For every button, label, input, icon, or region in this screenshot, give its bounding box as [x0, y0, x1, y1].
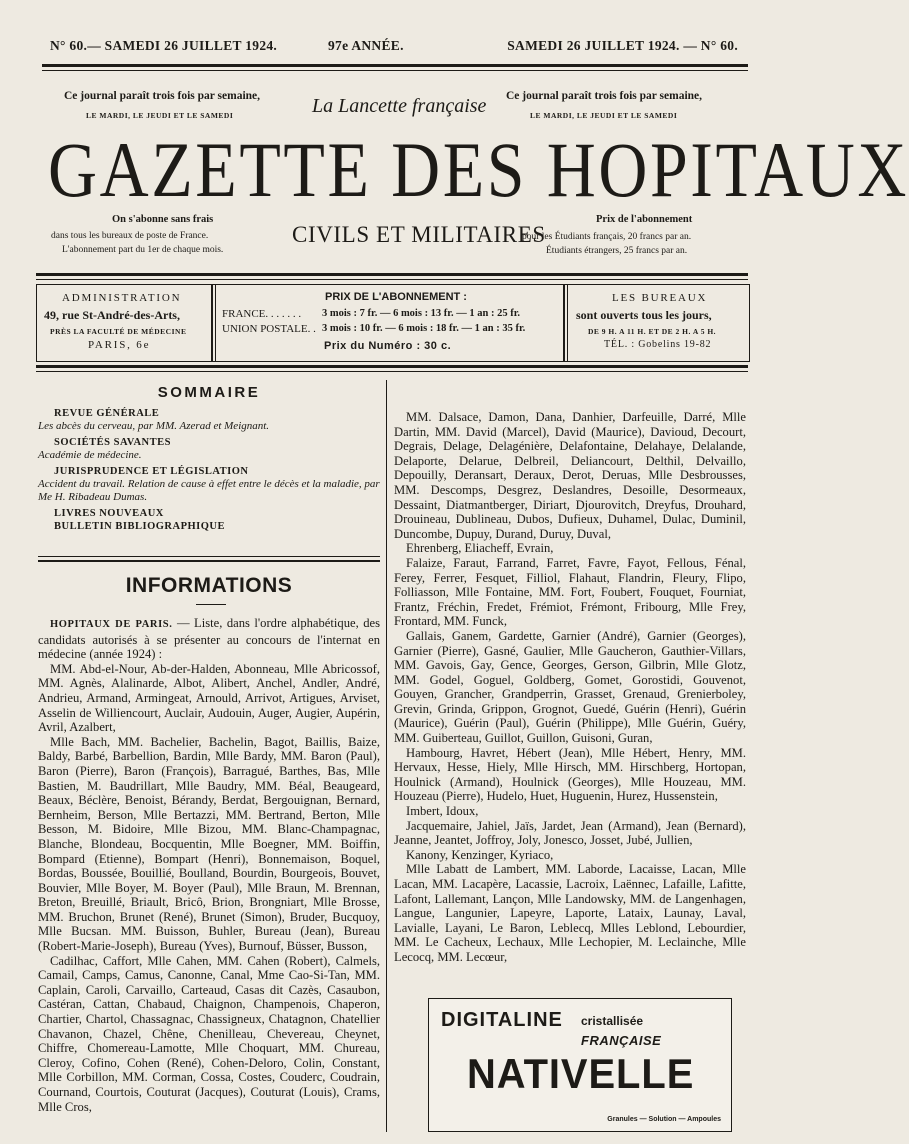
informations-intro	[38, 616, 380, 662]
header-rule	[36, 273, 748, 276]
offices-hours: DE 9 H. A 11 H. ET DE 2 H. A 5 H.	[588, 327, 717, 336]
admin-divider-1	[211, 284, 213, 361]
admin-city: PARIS, 6e	[88, 339, 151, 351]
sommaire-item: REVUE GÉNÉRALE Les abcès du cerveau, par MM. Azerad et Meignant.	[38, 408, 270, 432]
informations-title: INFORMATIONS	[125, 574, 293, 597]
issue-price: Prix du Numéro : 30 c.	[324, 340, 452, 352]
sommaire-rule-2	[38, 560, 380, 562]
header-left-line2: LE MARDI, LE JEUDI ET LE SAMEDI	[86, 111, 234, 120]
admin-address: 49, rue St-André-des-Arts,	[44, 308, 180, 322]
candidates-d: MM. Dalsace, Damon, Dana, Danhier, Darfeuille, Darré, Mlle Dartin, MM. David (Marcel), David (Maurice), Davioud, Decourt, Degrais, Delage, Delagénière, Delafontaine, Delahaye, Delalande, Delaporte, Delarue, Delbreil, Deliancourt, Delthil, Delvaillo, Depouilly, Deransart, Deraux, Derot, Deruas, Mlle Desbrousses, MM. Descomps, Desgrez, Deslandres, Desoille, Desormeaux, Dessaint, Diatmantberger, Diriart, Djourovitch, Dreyfus, Drouhard, Drouineau, Dublineau, Dubos, Dufieux, Duhamel, Dulac, Duminil, Duncombe, Dupuy, Durand, Duruy, Duval,	[394, 410, 746, 541]
admin-divider-2	[563, 284, 565, 361]
rate-union-values: 3 mois : 10 fr. — 6 mois : 18 fr. — 1 an : 35 fr.	[322, 323, 526, 334]
subscribe-line2: dans tous les bureaux de poste de France.	[51, 231, 209, 241]
column-divider	[386, 380, 387, 1132]
sommaire-title: SOMMAIRE	[157, 384, 261, 401]
issue-right: SAMEDI 26 JUILLET 1924. — N° 60.	[507, 38, 738, 53]
candidates-j: Jacquemaire, Jahiel, Jaïs, Jardet, Jean (Armand), Jean (Bernard), Jeanne, Jeantet, Joffroy, Joly, Jonesco, Josset, Jubé, Jullien,	[394, 818, 746, 848]
offices-open: sont ouverts tous les jours,	[576, 308, 712, 322]
box-bottom-rule-thin	[36, 371, 748, 372]
sommaire-list	[38, 407, 380, 533]
candidates-a: MM. Abd-el-Nour, Ab-der-Halden, Abonneau, Mlle Abricossof, MM. Agnès, Alalinarde, Albot, Alibert, Anchel, Andler, André, Andrieu, Armand, Armingeat, Arnould, Arrivot, Artigues, Arviset, Asselin de Williencourt, Auclair, Audouin, Auger, Augier, Aupérin, Avril, Azalbert,	[38, 661, 380, 735]
ad-cristallisee: cristallisée	[581, 1014, 644, 1028]
sommaire-item: BULLETIN BIBLIOGRAPHIQUE	[54, 521, 225, 532]
header-left-line1: Ce journal paraît trois fois par semaine,	[64, 90, 261, 102]
admin-near: PRÈS LA FACULTÉ DE MÉDECINE	[50, 327, 187, 336]
subscribe-line1: On s'abonne sans frais	[112, 214, 214, 225]
candidates-g: Gallais, Ganem, Gardette, Garnier (André), Garnier (Georges), Garnier (Pierre), Gasné, Gaulier, Mlle Gaucheron, Gauthier-Villars, MM. Gavois, Gay, Gence, Georges, Gerson, Gilbrin, Mlle Glotz, MM. Godel, Goguel, Goldberg, Gomet, Gorostidi, Gouvenot, Gouyen, Grancher, Grandperrin, Grasset, Grenaud, Grenierboley, Grevin, Grinda, Grippon, Grognot, Guedé, Guérin (Henri), Guérin (Maurice), Guérin (Paul), Guérin (Philippe), Mlle Guérin, Guéry, MM. Guiberteau, Guillot, Guillon, Guisoni, Guran,	[394, 628, 746, 746]
subscription-title: PRIX DE L'ABONNEMENT :	[325, 291, 467, 303]
price-title: Prix de l'abonnement	[596, 214, 693, 225]
rate-france-values: 3 mois : 7 fr. — 6 mois : 13 fr. — 1 an : 25 fr.	[322, 308, 521, 319]
sommaire	[38, 384, 380, 533]
admin-title: ADMINISTRATION	[62, 292, 182, 304]
informations-intro-lead: HOPITAUX DE PARIS.	[50, 619, 173, 630]
admin-divider-1b	[215, 284, 216, 361]
informations-left-column	[38, 616, 380, 1136]
candidates-i: Imbert, Idoux,	[406, 804, 479, 819]
candidates-k: Kanony, Kenzinger, Kyriaco,	[406, 847, 554, 862]
sommaire-item: LIVRES NOUVEAUX	[54, 508, 164, 519]
ad-francaise: FRANÇAISE	[581, 1033, 662, 1048]
masthead-subtitle: CIVILS ET MILITAIRES	[292, 222, 546, 247]
rate-union-label: UNION POSTALE. .	[222, 323, 316, 335]
informations-intro-text: — Liste, dans l'ordre alphabétique, des candidats autorisés à se présenter au concours de l'internat en médecine (année 1924) :	[38, 616, 380, 662]
informations-right-column	[394, 410, 746, 978]
top-rule	[42, 64, 748, 67]
box-bottom-rule	[36, 365, 748, 368]
candidates-f: Falaize, Faraut, Farrand, Farret, Favre, Fayot, Fellous, Fénal, Ferey, Ferrer, Fesquet, Filliol, Flahaut, Flandrin, Fleury, Flipo, Folliasson, Mlle Fontaine, MM. Fort, Foubert, Fouquet, Fourniat, Frantz, Fréchin, Fredet, Frémiot, Frémont, Fribourg, Mlle Frey, Frontard, MM. Funck,	[394, 555, 746, 629]
offices-phone: TÉL. : Gobelins 19-82	[604, 339, 712, 350]
ad-brand: NATIVELLE	[467, 1050, 695, 1097]
rate-france-label: FRANCE. . . . . . .	[222, 308, 302, 320]
subscribe-line3: L'abonnement part du 1er de chaque mois.	[62, 245, 224, 255]
issue-left: N° 60.— SAMEDI 26 JUILLET 1924.	[50, 38, 278, 53]
sommaire-rule	[38, 556, 380, 557]
candidates-e: Ehrenberg, Eliacheff, Evrain,	[406, 541, 554, 556]
header-rule-thin	[36, 279, 748, 280]
admin-divider-2b	[567, 284, 568, 361]
price-students-fr: pour les Étudiants français, 20 francs par an.	[522, 232, 692, 242]
offices-title: LES BUREAUX	[612, 292, 708, 304]
price-students-foreign: Étudiants étrangers, 25 francs par an.	[546, 246, 688, 256]
sommaire-item: JURISPRUDENCE ET LÉGISLATION Accident du travail. Relation de cause à effet entre le décès et la maladie, par Me H. Ribadeau Dumas.	[38, 466, 380, 503]
candidates-c: Cadilhac, Caffort, Mlle Cahen, MM. Cahen (Robert), Calmels, Camail, Camps, Camus, Canonne, Canal, Mme Cao-Si-Tan, MM. Caplain, Caroli, Carvaillo, Carteaud, Casas dit Cazès, Casaubon, Castéran, Cattan, Chabaud, Chaignon, Champenois, Chaperon, Chartier, Chartol, Chassagnac, Chassigneux, Chatagnon, Chatellier Chavanon, Chazel, Chêne, Chenilleau, Chevereau, Cheynet, Chiffre, Chomereau-Lamotte, Mlle Choquart, MM. Chureau, Cleroy, Cofino, Cohen (René), Cohen-Deloro, Colin, Constant, Mlle Corbillon, MM. Corman, Cossa, Costes, Couderc, Coudrain, Cournand, Courtois, Couturat (Jacques), Couturat (Louis), Crams, Mlle Cros,	[38, 953, 380, 1114]
candidates-b: Mlle Bach, MM. Bachelier, Bachelin, Bagot, Baillis, Baize, Baldy, Barbé, Barbellion, Bardin, Mlle Bardy, MM. Baron (Paul), Baron (Pierre), Baron (François), Barragué, Barthes, Bas, Mlle Bastien, M. Baudrillart, Mlle Baudry, MM. Béal, Beaugeard, Beaux, Béclère, Benoist, Bérandy, Berdat, Bergouignan, Bernard, Bernheim, Berson, Mlle Bertazzi, MM. Bertrand, Berton, Mlle Besson, M. Bidoire, Mlle Bizou, MM. Blanc-Champagnac, Blanche, Blondeau, Bocquentin, Mlle Boegner, MM. Boiffin, Bompard (Etienne), Bompart (Henri), Bonnemaison, Boquel, Bordas, Boussée, Bouillié, Boulland, Bourdin, Bourgeois, Bouvet, Bouvier, Mlle Boyer, M. Boyer (Paul), Mlle Braun, M. Brennan, Breton, Breuillé, Briault, Bricô, Brion, Brongniart, Mlle Brosse, MM. Bruchon, Brunet (René), Brunet (Simon), Bruder, Bucquoy, Mlle Bucsan. MM. Buisson, Buhler, Bureau (Jean), Bureau (Robert-Marie-Joseph), Bureau (Yves), Burnouf, Büsser, Busson,	[38, 734, 380, 954]
informations-ornament	[196, 604, 226, 605]
header-right-line1: Ce journal paraît trois fois par semaine,	[506, 90, 703, 102]
candidates-l: Mlle Labatt de Lambert, MM. Laborde, Lacaisse, Lacan, Mlle Lacan, MM. Lacapère, Lacassie, Lacroix, Laënnec, Lafaille, Lafitte, Lafont, Lallemant, Lançon, Mlle Landowsky, MM. de Langenhagen, Langue, Langunier, Lapeyre, Laporte, Lataix, Launay, Laval, Lavialle, Layani, Le Baron, Leblecq, Mlles Leblond, Lebourdier, MM. Le Cacheux, Lechaux, Mlle Lechopier, M. Leclainche, Mlle Lecocq, MM. Lecœur,	[394, 862, 746, 964]
candidates-h: Hambourg, Havret, Hébert (Jean), Mlle Hébert, Henry, MM. Hervaux, Hesse, Hiely, Mlle Hirsch, MM. Hirschberg, Hortopan, Houlnick (Armand), Houlnick (Georges), Mlle Houzeau, MM. Houzeau (Pierre), Hudelo, Huet, Huguenin, Hurez, Hussenstein,	[394, 745, 746, 804]
header-lancette: La Lancette française	[312, 95, 487, 117]
top-rule-thin	[42, 70, 748, 71]
sommaire-item: SOCIÉTÉS SAVANTES Académie de médecine.	[38, 437, 171, 461]
header-right-line2: LE MARDI, LE JEUDI ET LE SAMEDI	[530, 111, 678, 120]
masthead-title	[48, 126, 909, 213]
ad-digitaline: DIGITALINE	[441, 1009, 563, 1031]
ad-footer: Granules — Solution — Ampoules	[607, 1116, 721, 1123]
masthead-title-text: GAZETTE DES HOPITAUX	[48, 126, 909, 213]
issue-year: 97e ANNÉE.	[328, 38, 404, 53]
advertisement-box	[428, 998, 732, 1132]
